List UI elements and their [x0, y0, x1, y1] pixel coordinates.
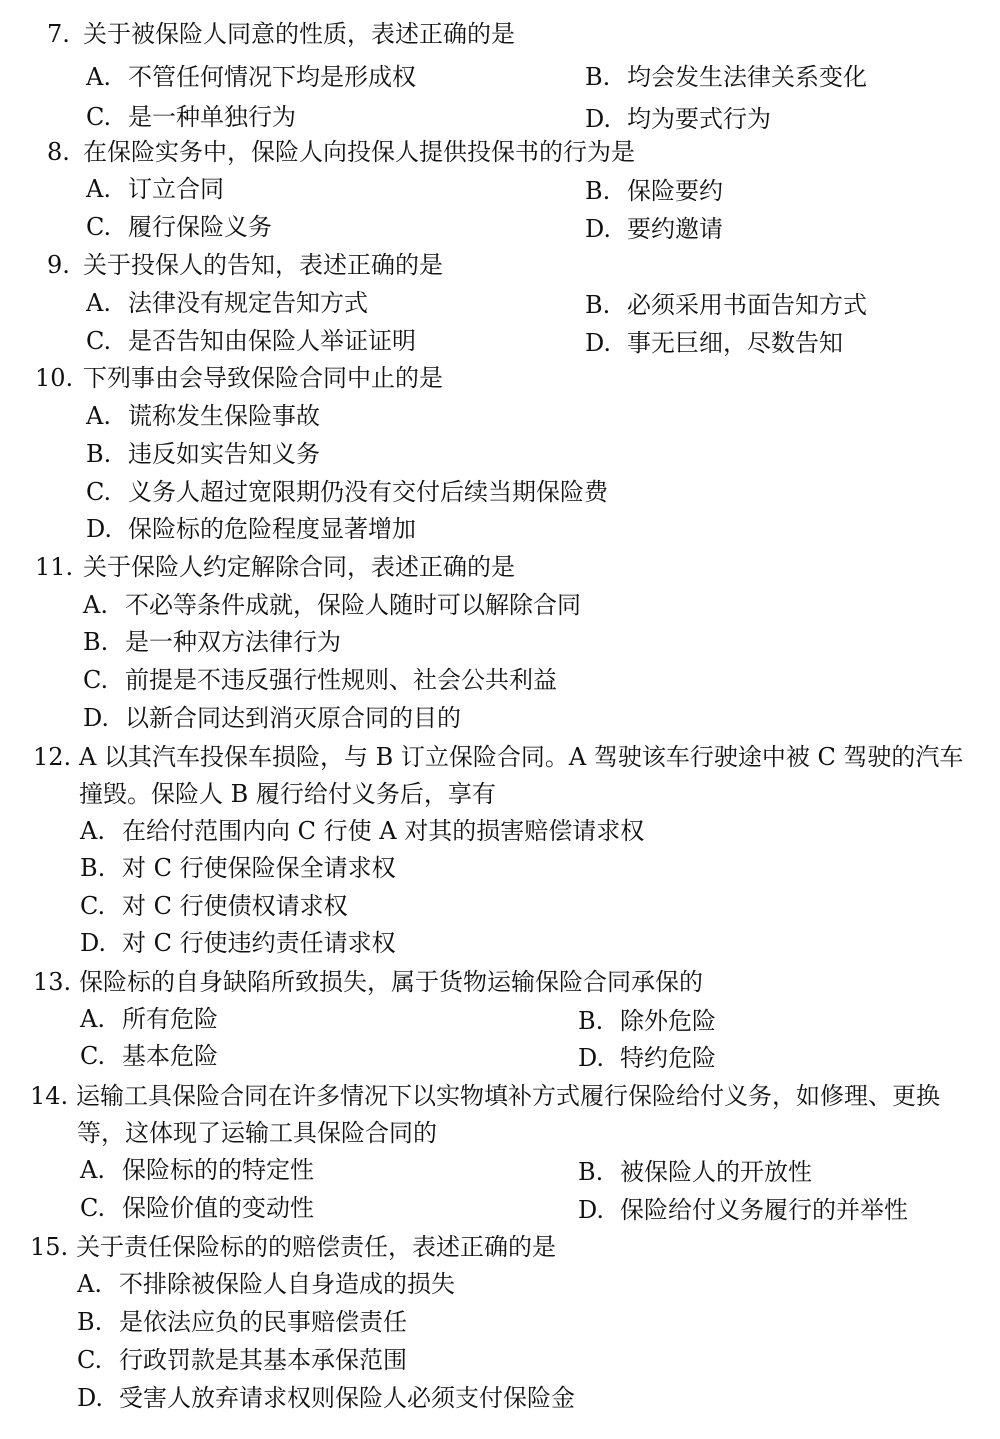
question-11-option-c [83, 668, 557, 692]
question-12-option-c [80, 894, 348, 918]
option-text: 是一种双方法律行为 [125, 628, 341, 656]
question-number: 8. [47, 138, 70, 166]
option-letter: B. [585, 291, 611, 319]
question-14-stem [30, 1084, 940, 1108]
option-letter: C. [86, 213, 112, 241]
option-letter: D. [585, 105, 612, 133]
question-14-option-a [80, 1158, 314, 1182]
question-9-option-c [86, 329, 416, 353]
option-letter: A. [83, 591, 108, 619]
question-14-option-b [578, 1160, 812, 1184]
option-text: 是否告知由保险人举证证明 [128, 327, 416, 355]
question-9-option-b [585, 293, 867, 317]
question-text: 关于投保人的告知，表述正确的是 [83, 251, 443, 279]
question-8-stem [47, 140, 635, 164]
question-10-stem [35, 366, 443, 390]
option-letter: A. [86, 63, 111, 91]
question-8-option-d [585, 217, 723, 241]
question-8-option-b [585, 179, 723, 203]
question-15-option-c [77, 1348, 407, 1372]
question-15-option-d [77, 1386, 575, 1410]
option-letter: B. [578, 1007, 604, 1035]
question-text: 关于责任保险标的的赔偿责任，表述正确的是 [76, 1233, 556, 1261]
question-15-option-a [77, 1272, 455, 1296]
option-text: 保险要约 [627, 177, 723, 205]
question-7-option-b [585, 65, 867, 89]
option-letter: B. [80, 854, 106, 882]
option-letter: C. [86, 103, 112, 131]
option-letter: B. [585, 177, 611, 205]
question-7-option-c [86, 105, 296, 129]
question-11-option-d [83, 706, 461, 730]
option-text: 不排除被保险人自身造成的损失 [119, 1270, 455, 1298]
question-7-option-d [585, 107, 771, 131]
option-text: 对 C 行使违约责任请求权 [122, 929, 396, 957]
option-text: 保险标的危险程度显著增加 [128, 515, 416, 543]
option-text: 特约危险 [620, 1044, 716, 1072]
question-15-option-b [77, 1310, 407, 1334]
option-text: 是依法应负的民事赔偿责任 [119, 1308, 407, 1336]
option-text: 在给付范围内向 C 行使 A 对其的损害赔偿请求权 [122, 817, 645, 845]
option-text: 订立合同 [128, 175, 224, 203]
option-letter: C. [80, 892, 106, 920]
option-letter: C. [77, 1346, 103, 1374]
question-11-option-a [83, 593, 581, 617]
question-8-option-c [86, 215, 272, 239]
question-number: 15. [30, 1233, 69, 1261]
question-number: 13. [33, 968, 72, 996]
question-text: 运输工具保险合同在许多情况下以实物填补方式履行保险给付义务，如修理、更换 [76, 1082, 940, 1110]
option-letter: D. [77, 1384, 104, 1412]
option-text: 对 C 行使债权请求权 [122, 892, 348, 920]
question-12-option-a [80, 819, 644, 843]
question-10-option-b [86, 442, 320, 466]
option-letter: D. [83, 704, 110, 732]
option-text: 必须采用书面告知方式 [627, 291, 867, 319]
question-10-option-a [86, 404, 320, 428]
question-number: 11. [35, 553, 74, 581]
question-text: A 以其汽车投保车损险，与 B 订立保险合同。A 驾驶该车行驶途中被 C 驾驶的汽车 [79, 743, 964, 771]
option-letter: D. [578, 1044, 605, 1072]
option-text: 保险价值的变动性 [122, 1194, 314, 1222]
question-9-option-a [86, 291, 368, 315]
option-text: 事无巨细，尽数告知 [627, 329, 843, 357]
question-text: 下列事由会导致保险合同中止的是 [83, 364, 443, 392]
option-text: 以新合同达到消灭原合同的目的 [125, 704, 461, 732]
option-text: 行政罚款是其基本承保范围 [119, 1346, 407, 1374]
option-letter: C. [83, 666, 109, 694]
option-text: 保险标的的特定性 [122, 1156, 314, 1184]
option-text: 谎称发生保险事故 [128, 402, 320, 430]
option-letter: D. [80, 929, 107, 957]
question-text: 保险标的自身缺陷所致损失，属于货物运输保险合同承保的 [79, 968, 703, 996]
question-10-option-d [86, 517, 416, 541]
question-9-stem [47, 253, 443, 277]
question-number: 7. [47, 20, 70, 48]
question-11-option-b [83, 630, 341, 654]
option-letter: D. [585, 215, 612, 243]
option-text: 所有危险 [122, 1005, 218, 1033]
question-14-option-d [578, 1198, 908, 1222]
option-text: 均为要式行为 [627, 105, 771, 133]
question-13-option-d [578, 1046, 716, 1070]
question-text: 在保险实务中，保险人向投保人提供投保书的行为是 [83, 138, 635, 166]
question-8-option-a [86, 177, 224, 201]
option-text: 保险给付义务履行的并举性 [620, 1196, 908, 1224]
option-letter: A. [77, 1270, 102, 1298]
question-text: 关于被保险人同意的性质，表述正确的是 [83, 20, 515, 48]
question-text: 关于保险人约定解除合同，表述正确的是 [83, 553, 515, 581]
option-text: 对 C 行使保险保全请求权 [122, 854, 396, 882]
option-letter: C. [80, 1194, 106, 1222]
option-letter: B. [77, 1308, 103, 1336]
option-letter: C. [80, 1042, 106, 1070]
option-text: 要约邀请 [627, 215, 723, 243]
question-13-option-c [80, 1044, 218, 1068]
option-text: 均会发生法律关系变化 [627, 63, 867, 91]
question-11-stem [35, 555, 515, 579]
option-letter: C. [86, 478, 112, 506]
question-7-stem [47, 22, 515, 46]
option-letter: A. [80, 1156, 105, 1184]
option-letter: A. [80, 817, 105, 845]
option-text: 违反如实告知义务 [128, 440, 320, 468]
question-12-option-d [80, 931, 396, 955]
option-letter: A. [86, 289, 111, 317]
question-12-stem-continued: 撞毁。保险人 B 履行给付义务后，享有 [79, 780, 496, 808]
option-text: 基本危险 [122, 1042, 218, 1070]
question-12-stem [33, 745, 963, 769]
option-letter: B. [585, 63, 611, 91]
option-text: 法律没有规定告知方式 [128, 289, 368, 317]
option-text: 被保险人的开放性 [620, 1158, 812, 1186]
question-7-option-a [86, 65, 416, 89]
question-number: 12. [33, 743, 72, 771]
option-letter: A. [86, 175, 111, 203]
question-12-option-b [80, 856, 396, 880]
option-letter: D. [86, 515, 113, 543]
option-text: 受害人放弃请求权则保险人必须支付保险金 [119, 1384, 575, 1412]
option-letter: A. [80, 1005, 105, 1033]
option-text: 不管任何情况下均是形成权 [128, 63, 416, 91]
option-letter: D. [585, 329, 612, 357]
option-letter: C. [86, 327, 112, 355]
question-13-option-a [80, 1007, 218, 1031]
question-13-option-b [578, 1009, 716, 1033]
option-letter: B. [86, 440, 112, 468]
option-text: 不必等条件成就，保险人随时可以解除合同 [125, 591, 581, 619]
option-text: 履行保险义务 [128, 213, 272, 241]
question-10-option-c [86, 480, 608, 504]
option-text: 前提是不违反强行性规则、社会公共利益 [125, 666, 557, 694]
question-15-stem [30, 1235, 556, 1259]
question-number: 14. [30, 1082, 69, 1110]
question-number: 10. [35, 364, 74, 392]
option-text: 是一种单独行为 [128, 103, 296, 131]
question-14-option-c [80, 1196, 314, 1220]
option-letter: D. [578, 1196, 605, 1224]
option-letter: B. [578, 1158, 604, 1186]
option-letter: B. [83, 628, 109, 656]
question-13-stem [33, 970, 703, 994]
question-14-stem-continued: 等，这体现了运输工具保险合同的 [77, 1119, 437, 1147]
question-number: 9. [47, 251, 70, 279]
option-letter: A. [86, 402, 111, 430]
option-text: 除外危险 [620, 1007, 716, 1035]
option-text: 义务人超过宽限期仍没有交付后续当期保险费 [128, 478, 608, 506]
question-9-option-d [585, 331, 843, 355]
